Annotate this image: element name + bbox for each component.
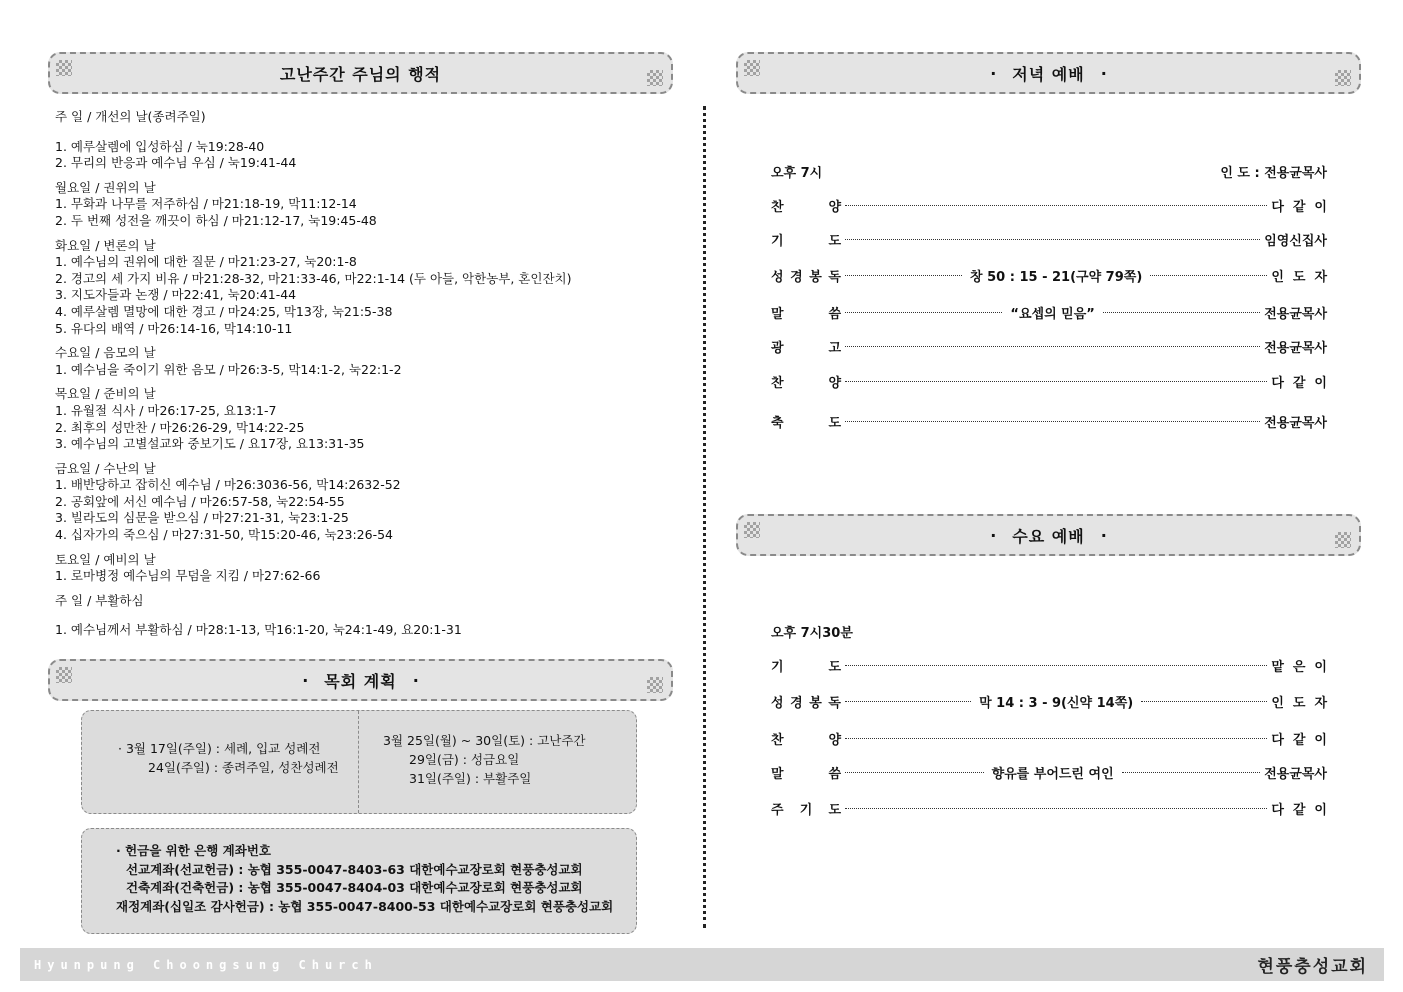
service-row-label: 성 경 봉 독	[771, 695, 841, 711]
leader-dots	[845, 808, 1267, 809]
plan-section-header	[48, 659, 673, 701]
service-row-label: 광 고	[771, 340, 841, 356]
service-row	[771, 229, 1327, 249]
service-row	[771, 195, 1336, 215]
leader-dots	[1150, 275, 1267, 276]
schedule-day-title: 목요일 / 준비의 날	[55, 386, 156, 402]
evening-time: 오후 7시	[771, 166, 823, 181]
bank-line: 선교계좌(선교헌금) : 농협 355-0047-8403-63 대한예수교장로회 현풍충성교회	[126, 861, 583, 877]
schedule-item: 2. 경고의 세 가지 비유 / 마21:28-32, 마21:33-46, 마22:1-14 (두 아들, 악한농부, 혼인잔치)	[55, 270, 572, 286]
checker-ornament-icon	[647, 70, 663, 86]
schedule-item: 1. 배반당하고 잡히신 예수님 / 마26:3036-56, 막14:2632-52	[55, 477, 401, 493]
leader-dots	[1122, 772, 1261, 773]
bullet-dot: ·	[990, 525, 997, 545]
schedule-item: 3. 빌라도의 심문을 받으심 / 마27:21-31, 눅23:1-25	[55, 510, 349, 526]
schedule-day	[55, 238, 675, 338]
leader-dots	[845, 346, 1260, 347]
holy-week-schedule	[55, 109, 675, 639]
service-row	[771, 411, 1327, 431]
schedule-day-title: 수요일 / 음모의 날	[55, 345, 156, 361]
schedule-item: 4. 예루살렘 멸망에 대한 경고 / 마24:25, 막13장, 눅21:5-38	[55, 303, 393, 319]
service-row	[771, 371, 1336, 391]
schedule-day	[55, 345, 675, 378]
leader-dots	[1141, 701, 1267, 702]
checker-ornament-icon	[744, 60, 760, 76]
schedule-day	[55, 386, 675, 452]
checker-ornament-icon	[56, 60, 72, 76]
schedule-day-title: 화요일 / 변론의 날	[55, 237, 156, 253]
service-row	[771, 336, 1327, 356]
schedule-item: 3. 지도자들과 논쟁 / 마22:41, 눅20:41-44	[55, 287, 297, 303]
service-row-label: 기 도	[771, 233, 841, 249]
bullet-dot: ·	[412, 670, 419, 690]
schedule-day	[55, 461, 675, 544]
schedule-item: 5. 유다의 배역 / 마26:14-16, 막14:10-11	[55, 320, 293, 336]
service-row-label: 찬 양	[771, 375, 841, 391]
schedule-day	[55, 593, 675, 639]
schedule-section-header	[48, 52, 673, 94]
service-row-person: 임영신집사	[1264, 233, 1327, 249]
service-row	[771, 655, 1336, 675]
evening-service-header	[736, 52, 1361, 94]
wednesday-service-header	[736, 514, 1361, 556]
schedule-day-title: 토요일 / 예비의 날	[55, 551, 156, 567]
schedule-day-title: 주 일 / 부활하심	[55, 592, 144, 608]
service-row-label: 축 도	[771, 415, 841, 431]
service-row-person: 전용균목사	[1264, 766, 1327, 782]
bullet-dot: ·	[990, 63, 997, 83]
footer-bar	[20, 948, 1384, 981]
wednesday-service-title: 수요 예배	[1012, 526, 1085, 546]
service-row-person: 전용균목사	[1264, 306, 1328, 322]
service-row-person: 전용균목사	[1264, 415, 1327, 431]
service-row-label: 말 씀	[771, 766, 841, 782]
plan-line: · 3월 17일(주일) : 세례, 입교 성례전	[118, 741, 321, 756]
bullet-dot: ·	[302, 670, 309, 690]
service-row-content: “요셉의 믿음”	[1010, 306, 1095, 322]
service-row-label: 말 씀	[771, 306, 841, 322]
footer-english-name: Hyunpung Choongsung Church	[34, 957, 378, 972]
evening-leader: 인 도 : 전용균목사	[1220, 166, 1327, 181]
service-row-person: 다같이	[1271, 199, 1336, 215]
service-row-person: 전용균목사	[1264, 340, 1327, 356]
service-row	[771, 265, 1337, 285]
service-row-label: 기 도	[771, 659, 841, 675]
service-row	[771, 798, 1336, 818]
service-row-content: 창 50 : 15 - 21(구약 79쪽)	[970, 269, 1143, 285]
footer-korean-name: 현풍충성교회	[1257, 957, 1368, 977]
wednesday-time: 오후 7시30분	[771, 626, 853, 641]
schedule-item: 1. 무화과 나무를 저주하심 / 마21:18-19, 막11:12-14	[55, 196, 357, 212]
service-row-label: 성 경 봉 독	[771, 269, 841, 285]
schedule-day	[55, 552, 675, 585]
plan-box	[81, 710, 637, 814]
schedule-day	[55, 180, 675, 230]
schedule-item: 2. 두 번째 성전을 깨끗이 하심 / 마21:12-17, 눅19:45-48	[55, 212, 377, 228]
schedule-item: 1. 예루살렘에 입성하심 / 눅19:28-40	[55, 138, 265, 154]
service-row-label: 찬 양	[771, 199, 841, 215]
schedule-item: 1. 로마병정 예수님의 무덤을 지킴 / 마27:62-66	[55, 568, 321, 584]
schedule-day-title: 월요일 / 권위의 날	[55, 179, 156, 195]
schedule-day	[55, 109, 675, 172]
schedule-item: 3. 예수님의 고별설교와 중보기도 / 요17장, 요13:31-35	[55, 436, 365, 452]
leader-dots	[845, 665, 1267, 666]
checker-ornament-icon	[56, 667, 72, 683]
leader-dots	[845, 738, 1267, 739]
leader-dots	[845, 239, 1260, 240]
schedule-item: 2. 공회앞에 서신 예수님 / 마26:57-58, 눅22:54-55	[55, 493, 345, 509]
column-divider	[703, 106, 706, 928]
schedule-item: 1. 유월절 식사 / 마26:17-25, 요13:1-7	[55, 402, 277, 418]
leader-dots	[845, 205, 1267, 206]
schedule-item: 1. 예수님께서 부활하심 / 마28:1-13, 막16:1-20, 눅24:1-49, 요20:1-31	[55, 622, 462, 638]
plan-line: 24일(주일) : 종려주일, 성찬성례전	[148, 760, 339, 775]
service-row-person: 다같이	[1271, 802, 1336, 818]
service-row-person: 맡은이	[1271, 659, 1336, 675]
plan-line: 31일(주일) : 부활주일	[409, 771, 532, 786]
service-row-content: 향유를 부어드린 여인	[991, 766, 1114, 782]
bank-title: · 헌금을 위한 은행 계좌번호	[116, 843, 271, 858]
leader-dots	[1103, 312, 1260, 313]
schedule-item: 1. 예수님의 권위에 대한 질문 / 마21:23-27, 눅20:1-8	[55, 254, 357, 270]
plan-right-column	[359, 711, 636, 813]
service-row-person: 인도자	[1271, 269, 1337, 285]
plan-left-column	[82, 711, 359, 813]
leader-dots	[845, 421, 1260, 422]
plan-line: 3월 25일(월) ~ 30일(토) : 고난주간	[383, 733, 586, 748]
evening-service-title: 저녁 예배	[1012, 64, 1085, 84]
leader-dots	[845, 275, 962, 276]
bank-account-box	[81, 828, 637, 934]
service-row-person: 다같이	[1271, 732, 1336, 748]
service-row	[771, 762, 1327, 782]
checker-ornament-icon	[1335, 70, 1351, 86]
service-row-label: 찬 양	[771, 732, 841, 748]
bank-line: 건축계좌(건축헌금) : 농협 355-0047-8404-03 대한예수교장로회 현풍충성교회	[126, 880, 583, 896]
schedule-item: 1. 예수님을 죽이기 위한 음모 / 마26:3-5, 막14:1-2, 눅22:1-2	[55, 361, 402, 377]
leader-dots	[845, 772, 984, 773]
schedule-item: 2. 무리의 반응과 예수님 우심 / 눅19:41-44	[55, 155, 297, 171]
checker-ornament-icon	[744, 522, 760, 538]
schedule-day-title: 금요일 / 수난의 날	[55, 460, 156, 476]
service-row	[771, 691, 1337, 711]
evening-service-order	[771, 162, 1337, 442]
plan-section-title: 목회 계획	[324, 671, 397, 691]
service-row-person: 다같이	[1271, 375, 1336, 391]
checker-ornament-icon	[1335, 532, 1351, 548]
schedule-section-title: 고난주간 주님의 행적	[279, 64, 442, 84]
leader-dots	[845, 312, 1002, 313]
schedule-item: 2. 최후의 성만찬 / 마26:26-29, 막14:22-25	[55, 419, 305, 435]
leader-dots	[845, 381, 1267, 382]
checker-ornament-icon	[647, 677, 663, 693]
bank-line: 재정계좌(십일조 감사헌금) : 농협 355-0047-8400-53 대한예수교장로회 현풍충성교회	[116, 898, 614, 914]
schedule-day-title: 주 일 / 개선의 날(종려주일)	[55, 109, 206, 124]
service-row	[771, 302, 1327, 322]
service-row-person: 인도자	[1271, 695, 1337, 711]
bullet-dot: ·	[1100, 525, 1107, 545]
service-row-content: 막 14 : 3 - 9(신약 14쪽)	[979, 695, 1134, 711]
service-row	[771, 728, 1336, 748]
wednesday-service-order	[771, 622, 1337, 832]
bullet-dot: ·	[1100, 63, 1107, 83]
schedule-item: 4. 십자가의 죽으심 / 마27:31-50, 막15:20-46, 눅23:26-54	[55, 527, 393, 543]
service-row-label: 주 기 도	[771, 802, 841, 818]
plan-line: 29일(금) : 성금요일	[409, 752, 520, 767]
leader-dots	[845, 701, 971, 702]
